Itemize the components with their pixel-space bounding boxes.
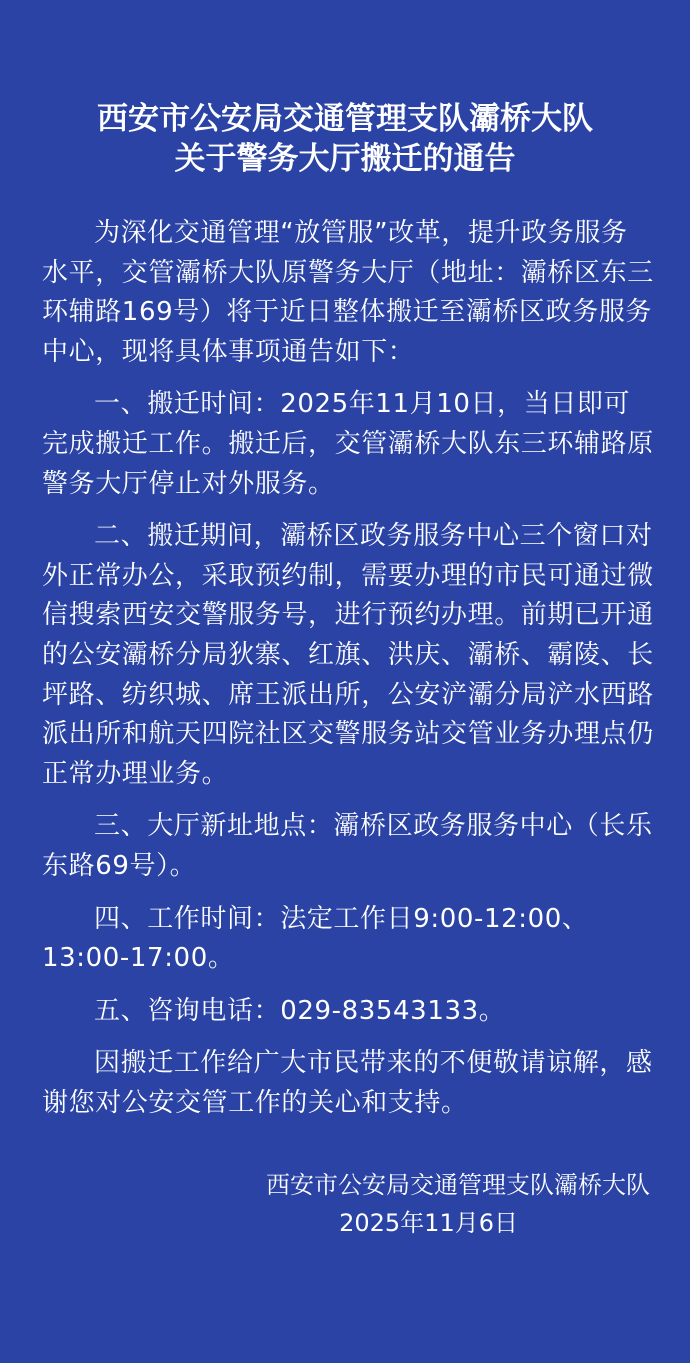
notice-title-line-1: 西安市公安局交通管理支队灞桥大队 (97, 101, 593, 137)
closing-paragraph: 因搬迁工作给广大市民带来的不便敬请谅解，感谢您对公安交管工作的关心和支持。 (42, 1048, 653, 1118)
notice-title-line-2: 关于警务大厅搬迁的通告 (174, 141, 516, 177)
intro-paragraph: 为深化交通管理“放管服”改革，提升政务服务水平，交管灞桥大队原警务大厅（地址：灞桥区东三环辅路169号）将于近日整体搬迁至灞桥区政务服务中心，现将具体事项通告如下： (42, 218, 654, 367)
notice-body (42, 214, 654, 1123)
working-hours-paragraph: 四、工作时间：法定工作日9:00-12:00、13:00-17:00。 (42, 903, 589, 974)
contact-phone-paragraph: 五、咨询电话：029-83543133。 (94, 995, 506, 1026)
issuer-signature: 西安市公安局交通管理支队灞桥大队 (266, 1171, 650, 1199)
relocation-time-paragraph: 一、搬迁时间：2025年11月10日，当日即可完成搬迁工作。搬迁后，交管灞桥大队东三环辅路原警务大厅停止对外服务。 (42, 389, 654, 499)
new-address-paragraph: 三、大厅新址地点：灞桥区政务服务中心（长乐东路69号）。 (42, 811, 653, 881)
relocation-period-paragraph: 二、搬迁期间，灞桥区政务服务中心三个窗口对外正常办公，采取预约制，需要办理的市民可通过微信搜索西安交警服务号，进行预约办理。前期已开通的公安灞桥分局狄寨、红旗、洪庆、灞桥、霸陵、长坪路、纺织城、席王派出所，公安浐灞分局浐水西路派出所和航天四院社区交警服务站交管业务办理点仍正常办理业务。 (42, 521, 654, 789)
issue-date: 2025年11月6日 (339, 1209, 518, 1237)
